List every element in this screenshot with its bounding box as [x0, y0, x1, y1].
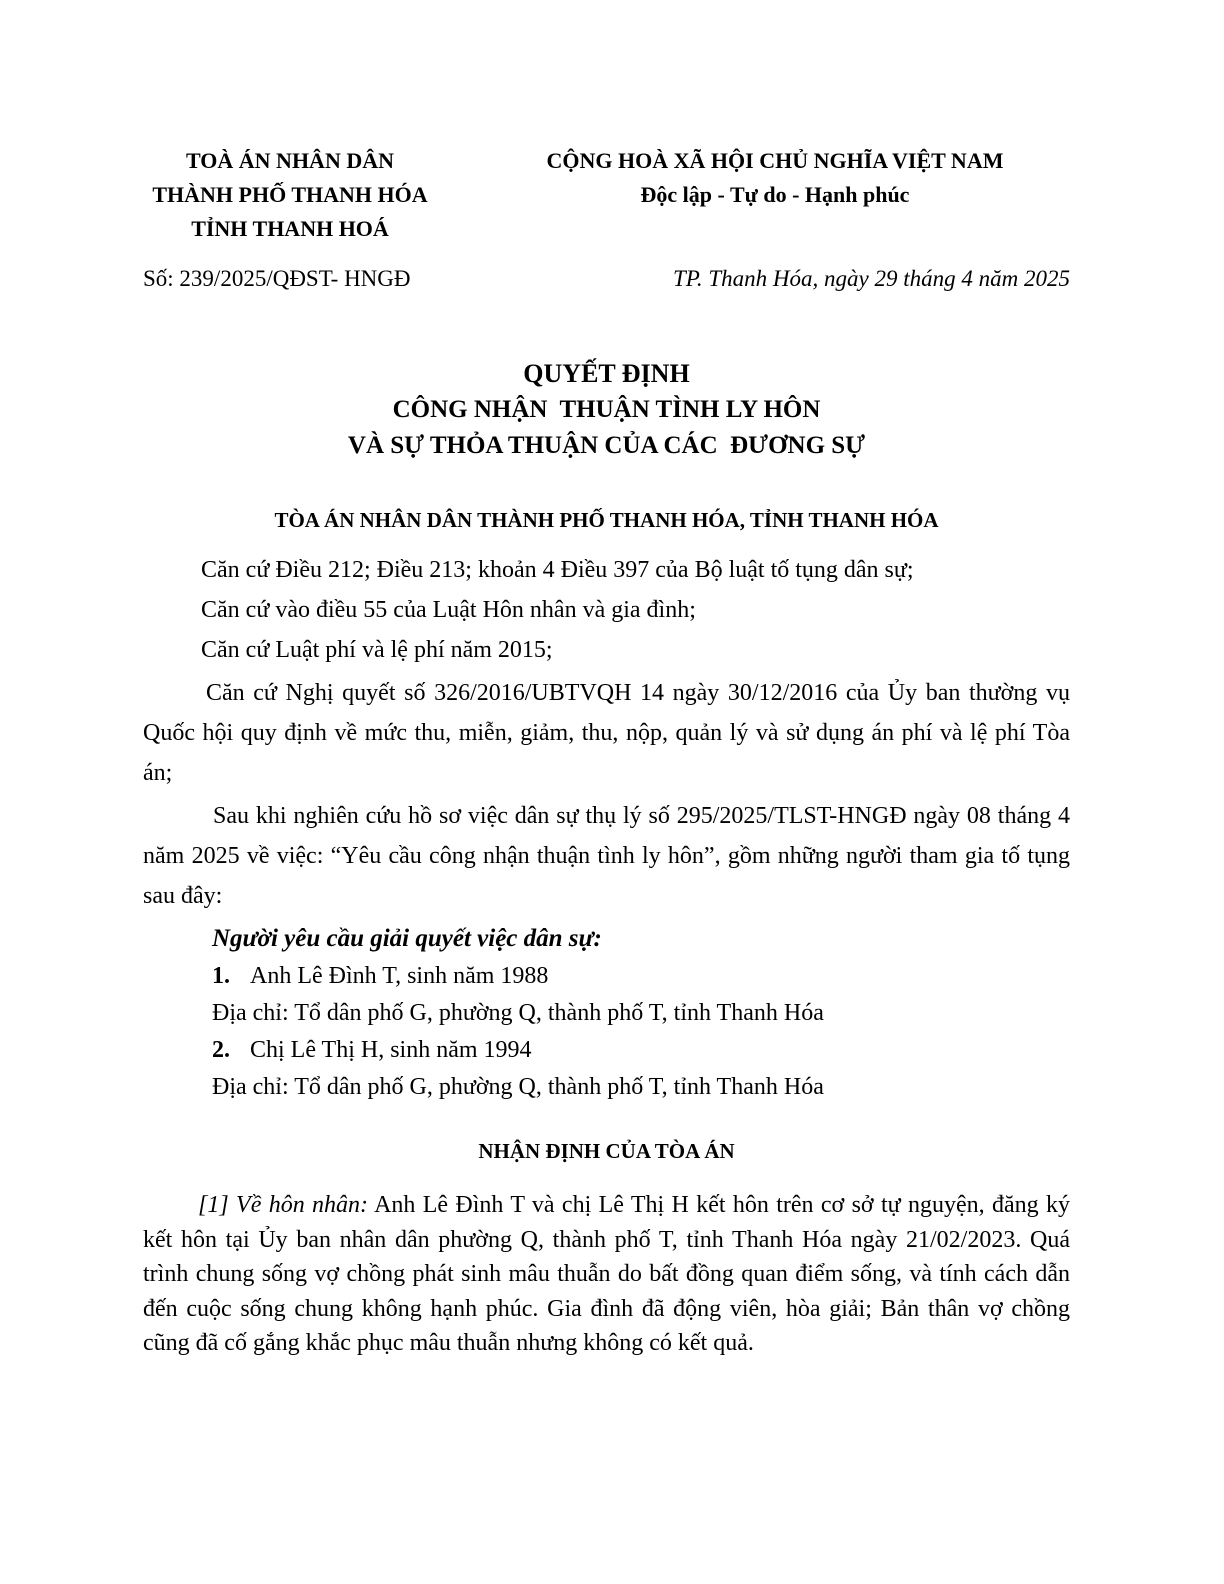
- assessment-section: [143, 1188, 1070, 1361]
- requester-address: Địa chỉ: Tổ dân phố G, phường Q, thành phố T, tỉnh Thanh Hóa: [212, 1000, 824, 1026]
- case-intro: Sau khi nghiên cứu hồ sơ việc dân sự thụ lý số 295/2025/TLST-HNGĐ ngày 08 tháng 4 năm 2025 về việc: “Yêu cầu công nhận thuận tình ly hôn”, gồm những người tham gia tố tụng sau đây:: [143, 803, 1070, 909]
- court-header: [130, 144, 450, 246]
- court-header-line: THÀNH PHỐ THANH HÓA: [152, 182, 428, 207]
- issuing-court: TÒA ÁN NHÂN DÂN THÀNH PHỐ THANH HÓA, TỈNH THANH HÓA: [274, 508, 939, 532]
- requester-name: Chị Lê Thị H, sinh năm 1994: [250, 1037, 532, 1063]
- assessment-text: Anh Lê Đình T và chị Lê Thị H kết hôn trên cơ sở tự nguyện, đăng ký kết hôn tại Ủy ban nhân dân phường Q, thành phố T, tỉnh Thanh Hóa ngày 21/02/2023. Quá trình chung sống vợ chồng phát sinh mâu thuẫn do bất đồng quan điểm sống, và tính cách dẫn đến cuộc sống chung không hạnh phúc. Gia đình đã động viên, hòa giải; Bản thân vợ chồng cũng đã cố gắng khắc phục mâu thuẫn nhưng không có kết quả.: [143, 1192, 1070, 1356]
- national-motto: Độc lập - Tự do - Hạnh phúc: [640, 182, 910, 207]
- legal-basis-item: Căn cứ Nghị quyết số 326/2016/UBTVQH 14 ngày 30/12/2016 của Ủy ban thường vụ Quốc hội quy định về mức thu, miễn, giảm, thu, nộp, quản lý và sử dụng án phí và lệ phí Tòa án;: [143, 680, 1070, 786]
- assessment-paragraph: [143, 1188, 1070, 1361]
- decision-title: [143, 356, 1070, 464]
- assessment-title: NHẬN ĐỊNH CỦA TÒA ÁN: [478, 1139, 735, 1163]
- national-header: [500, 144, 1050, 212]
- national-title: CỘNG HOÀ XÃ HỘI CHỦ NGHĨA VIỆT NAM: [546, 148, 1004, 173]
- requester-2: [212, 1032, 1070, 1069]
- court-header-line: TỈNH THANH HOÁ: [191, 216, 389, 241]
- legal-basis-item: Căn cứ Điều 212; Điều 213; khoản 4 Điều 397 của Bộ luật tố tụng dân sự;: [201, 557, 914, 583]
- decision-title-line: VÀ SỰ THỎA THUẬN CỦA CÁC ĐƯƠNG SỰ: [347, 432, 866, 459]
- court-header-line: TOÀ ÁN NHÂN DÂN: [186, 148, 394, 173]
- requester-address: Địa chỉ: Tổ dân phố G, phường Q, thành phố T, tỉnh Thanh Hóa: [212, 1074, 824, 1100]
- requester-1: [212, 958, 1070, 995]
- requester-name: Anh Lê Đình T, sinh năm 1988: [250, 963, 549, 989]
- decision-title-line: QUYẾT ĐỊNH: [523, 359, 690, 388]
- legal-basis: [143, 550, 1070, 916]
- requesters-title: Người yêu cầu giải quyết việc dân sự:: [212, 925, 602, 952]
- legal-basis-item: Căn cứ vào điều 55 của Luật Hôn nhân và gia đình;: [201, 597, 696, 623]
- requester-number: 2.: [212, 1037, 230, 1063]
- document-date: TP. Thanh Hóa, ngày 29 tháng 4 năm 2025: [673, 266, 1070, 291]
- requesters-section: [212, 920, 1070, 1106]
- requester-number: 1.: [212, 963, 230, 989]
- decision-title-line: CÔNG NHẬN THUẬN TÌNH LY HÔN: [392, 396, 821, 423]
- legal-basis-item: Căn cứ Luật phí và lệ phí năm 2015;: [201, 637, 553, 663]
- document-number: Số: 239/2025/QĐST- HNGĐ: [143, 266, 411, 291]
- assessment-lead: [1] Về hôn nhân:: [198, 1192, 369, 1218]
